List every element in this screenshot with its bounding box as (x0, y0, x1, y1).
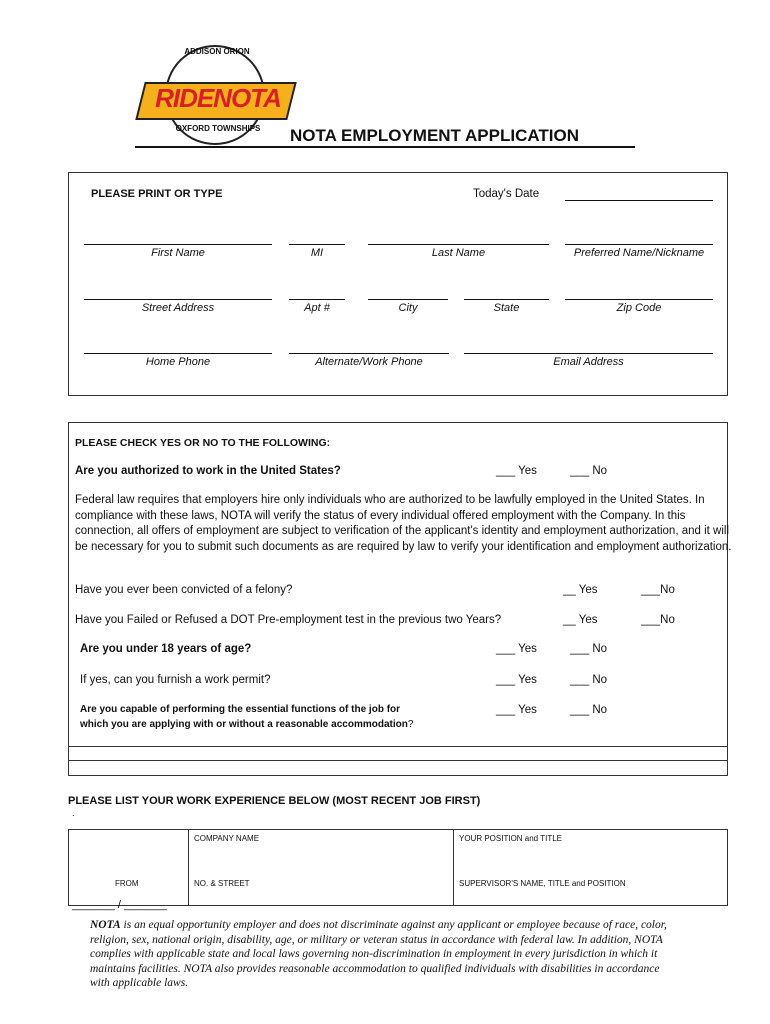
questions-divider-1 (68, 746, 727, 747)
supervisor-header: SUPERVISOR'S NAME, TITLE and POSITION (459, 879, 626, 888)
essential-question-line2: which you are applying with or without a reasonable accommodation (80, 719, 408, 730)
home-phone-field[interactable] (84, 353, 272, 354)
nickname-label: Preferred Name/Nickname (573, 247, 705, 259)
permit-yes[interactable]: ___ Yes (496, 674, 537, 686)
city-field[interactable] (368, 299, 448, 300)
state-label: State (493, 302, 520, 314)
federal-law-text: Federal law requires that employers hire only individuals who are authorized to be lawfully employed in the United States. In compliance with these laws, NOTA will verify the status of every individual offered employment with the Company. In this connection, all offers of employment are subject to verification of the applicant's identity and employment authorization, and it will be necessary for you to submit such documents as are required by law to verify your identification and employment authorization. (75, 494, 732, 553)
state-field[interactable] (464, 299, 549, 300)
authorized-yes[interactable]: ___ Yes (496, 465, 537, 477)
felony-question: Have you ever been convicted of a felony? (75, 584, 293, 596)
logo-brand: RIDENOTA (155, 83, 281, 113)
under18-no[interactable]: ___ No (570, 643, 608, 655)
under18-question: Are you under 18 years of age? (80, 643, 252, 655)
page-title: NOTA EMPLOYMENT APPLICATION (290, 126, 579, 145)
todays-date-label: Today's Date (473, 188, 540, 200)
last-name-field[interactable] (368, 244, 549, 245)
eeo-text: is an equal opportunity employer and does not discriminate against any applicant or employee because of race, color, religion, sex, national origin, disability, age, or military or veteran status in accordance with federal law. In addition, NOTA complies with applicable state and local laws governing non-discrimination in employment in every jurisdiction in which it maintains facilities. NOTA also provides reasonable accommodation to qualified individuals with disabilities in accordance with applicable laws. (90, 919, 667, 989)
work-table (68, 829, 728, 906)
felony-no[interactable]: ___No (641, 584, 675, 596)
essential-yes[interactable]: ___ Yes (496, 704, 537, 716)
first-name-label: First Name (151, 247, 205, 259)
alt-phone-label: Alternate/Work Phone (315, 356, 423, 368)
zip-label: Zip Code (616, 302, 662, 314)
work-col-divider-2 (453, 829, 454, 905)
last-name-label: Last Name (431, 247, 486, 259)
email-field[interactable] (464, 353, 713, 354)
permit-no[interactable]: ___ No (570, 674, 608, 686)
permit-question: If yes, can you furnish a work permit? (80, 674, 271, 686)
email-label: Email Address (553, 356, 624, 368)
from-date-field[interactable]: _______ / _______ (72, 899, 167, 911)
city-label: City (398, 302, 418, 314)
dot-question: Have you Failed or Refused a DOT Pre-employment test in the previous two Years? (75, 614, 502, 626)
apt-field[interactable] (289, 299, 345, 300)
alt-phone-field[interactable] (289, 353, 449, 354)
logo-ring-top: ADDISON ORION (184, 47, 250, 56)
position-header: YOUR POSITION and TITLE (459, 834, 562, 843)
authorized-question: Are you authorized to work in the United States? (75, 465, 341, 477)
zip-field[interactable] (565, 299, 713, 300)
from-header: FROM (115, 879, 139, 888)
authorized-no[interactable]: ___ No (570, 465, 608, 477)
essential-no[interactable]: ___ No (570, 704, 608, 716)
essential-question-mark: ? (407, 719, 414, 730)
work-heading: PLEASE LIST YOUR WORK EXPERIENCE BELOW (MOST RECENT JOB FIRST) (68, 795, 481, 807)
company-name-header: COMPANY NAME (194, 834, 260, 843)
mi-label: MI (310, 247, 324, 259)
first-name-field[interactable] (84, 244, 272, 245)
eeo-nota: NOTA (90, 919, 121, 931)
questions-divider-2 (68, 760, 727, 761)
questions-heading: PLEASE CHECK YES OR NO TO THE FOLLOWING: (75, 437, 331, 449)
dot-no[interactable]: ___No (641, 614, 675, 626)
essential-question-line1: Are you capable of performing the essential functions of the job for (80, 704, 401, 715)
eeo-statement (90, 918, 680, 991)
dot-yes[interactable]: __ Yes (563, 614, 598, 626)
mi-field[interactable] (289, 244, 345, 245)
home-phone-label: Home Phone (145, 356, 211, 368)
work-col-divider-1 (188, 829, 189, 905)
street-header: NO. & STREET (194, 879, 250, 888)
logo-ring-bottom: OXFORD TOWNSHIPS (175, 124, 261, 133)
print-instruction: PLEASE PRINT OR TYPE (91, 188, 223, 200)
todays-date-field[interactable] (565, 200, 713, 201)
street-label: Street Address (141, 302, 215, 314)
nickname-field[interactable] (565, 244, 713, 245)
title-underline (135, 146, 635, 148)
apt-label: Apt # (304, 302, 330, 314)
work-dot: . (72, 808, 75, 818)
felony-yes[interactable]: __ Yes (563, 584, 598, 596)
under18-yes[interactable]: ___ Yes (496, 643, 537, 655)
street-field[interactable] (84, 299, 272, 300)
